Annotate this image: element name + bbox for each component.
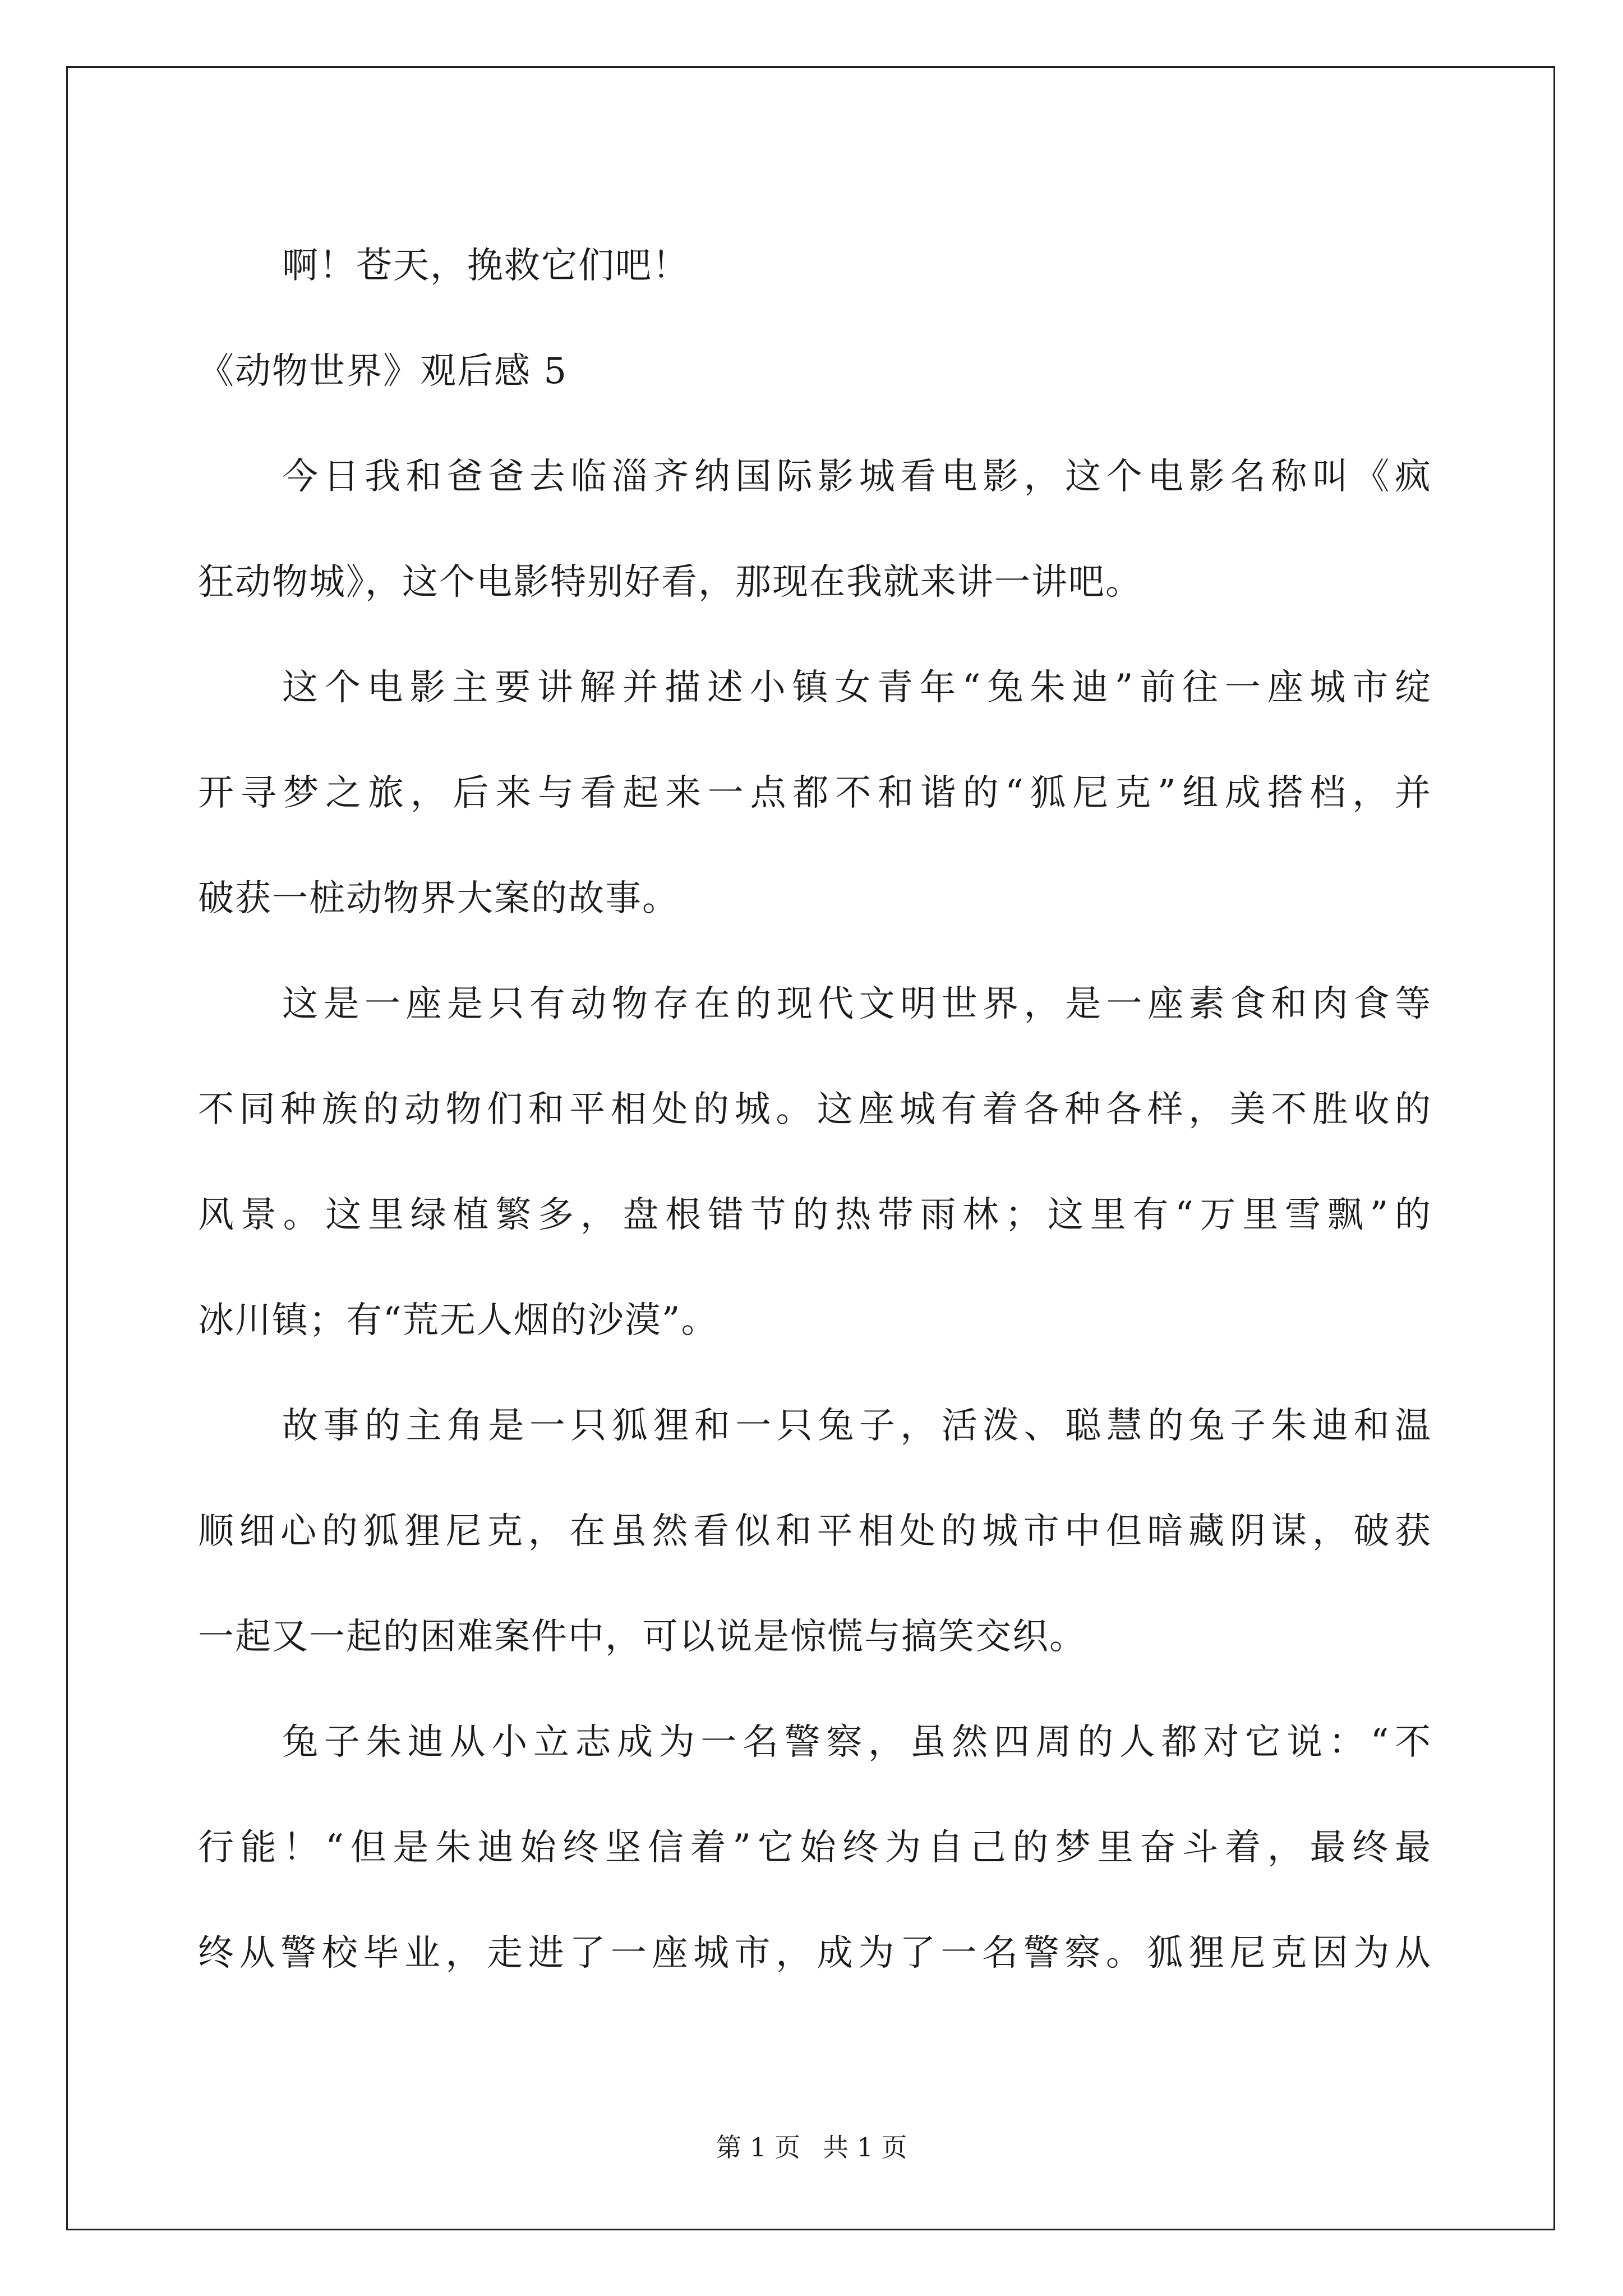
text-line: 破获一桩动物界大案的故事。 [198, 878, 679, 919]
text-line: 风景。这里绿植繁多，盘根错节的热带雨林；这里有“万里雪飘”的 [198, 1194, 1432, 1236]
text-line: 今日我和爸爸去临淄齐纳国际影城看电影，这个电影名称叫《疯 [282, 456, 1432, 498]
text-line: 这是一座是只有动物存在的现代文明世界，是一座素食和肉食等 [282, 983, 1432, 1025]
section-heading: 《动物世界》观后感 5 [198, 351, 568, 392]
page-footer [0, 2127, 1623, 2164]
text-line: 啊！苍天，挽救它们吧！ [282, 245, 689, 287]
text-line: 一起又一起的困难案件中，可以说是惊慌与搞笑交织。 [198, 1616, 1086, 1658]
text-line: 狂动物城》，这个电影特别好看，那现在我就来讲一讲吧。 [198, 562, 1142, 603]
document-body [198, 213, 1432, 2006]
page-number-total: 共 1 页 [823, 2132, 907, 2162]
text-line: 顺细心的狐狸尼克，在虽然看似和平相处的城市中但暗藏阴谋，破获 [198, 1511, 1432, 1552]
text-line: 开寻梦之旅，后来与看起来一点都不和谐的“狐尼克”组成搭档，并 [198, 772, 1432, 814]
text-line: 这个电影主要讲解并描述小镇女青年“兔朱迪”前往一座城市绽 [282, 667, 1432, 708]
text-line: 兔子朱迪从小立志成为一名警察，虽然四周的人都对它说：“不 [282, 1722, 1432, 1763]
page-number-current: 第 1 页 [716, 2132, 800, 2162]
text-line: 不同种族的动物们和平相处的城。这座城有着各种各样，美不胜收的 [198, 1089, 1432, 1130]
text-line: 终从警校毕业，走进了一座城市，成为了一名警察。狐狸尼克因为从 [198, 1932, 1432, 1974]
text-line: 故事的主角是一只狐狸和一只兔子，活泼、聪慧的兔子朱迪和温 [282, 1405, 1432, 1447]
text-line: 行能！“但是朱迪始终坚信着”它始终为自己的梦里奋斗着，最终最 [198, 1827, 1432, 1869]
text-line: 冰川镇；有“荒无人烟的沙漠”。 [198, 1300, 718, 1341]
